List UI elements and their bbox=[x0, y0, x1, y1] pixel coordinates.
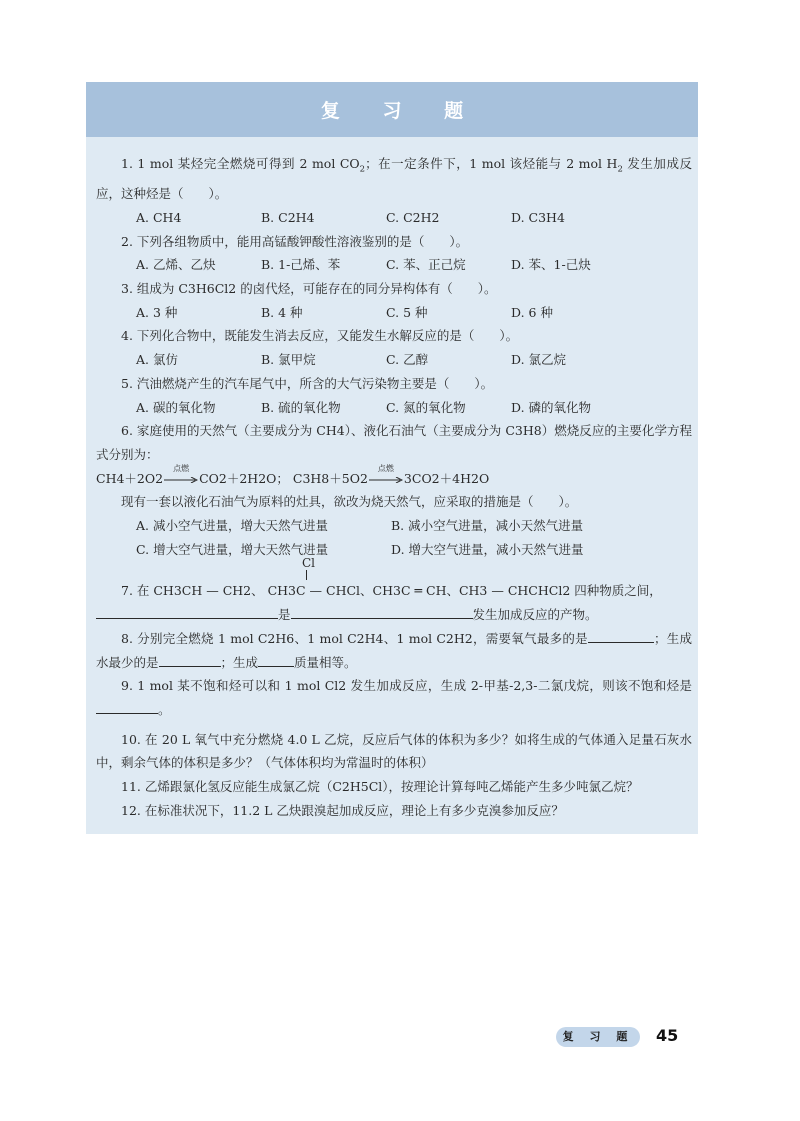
q4-options bbox=[96, 348, 692, 372]
question-7 bbox=[96, 556, 692, 626]
q8-text-c: ；生成 bbox=[220, 654, 259, 670]
q9-text: 9. 1 mol 某不饱和烃可以和 1 mol Cl2 发生加成反应，生成 2-甲基-2,3-二氯戊烷，则该不饱和烃是 bbox=[121, 678, 692, 694]
question-4: 4. 下列化合物中，既能发生消去反应，又能发生水解反应的是（ ）。 bbox=[121, 328, 519, 344]
q3-option-b: B. 4 种 bbox=[261, 304, 303, 320]
q6-option-d: D. 增大空气进量，减小天然气进量 bbox=[391, 541, 584, 557]
q1-options bbox=[96, 206, 692, 230]
q1-sub-b: 2 bbox=[617, 164, 623, 175]
q4-option-a: A. 氯仿 bbox=[136, 352, 178, 368]
q1-text-c: 发生加成反应，这种烃是（ ）。 bbox=[96, 156, 692, 202]
q8-blank-2 bbox=[159, 652, 221, 667]
q1-text-a: 1. 1 mol 某烃完全燃烧可得到 2 mol CO bbox=[121, 156, 360, 171]
eq1-reactants: CH4＋2O2 bbox=[96, 470, 164, 486]
q3-option-c: C. 5 种 bbox=[386, 304, 428, 320]
q2-option-d: D. 苯、1-己炔 bbox=[511, 257, 591, 273]
question-list bbox=[96, 152, 692, 822]
q2-option-a: A. 乙烯、乙炔 bbox=[136, 257, 216, 273]
q7-blank-2 bbox=[291, 604, 473, 619]
q6-equations bbox=[96, 464, 692, 491]
q5-options bbox=[96, 396, 692, 420]
page-number: 45 bbox=[656, 1026, 679, 1045]
eq1-products: CO2＋2H2O； bbox=[199, 470, 289, 486]
q1-option-b: B. C2H4 bbox=[261, 209, 315, 225]
q3-option-d: D. 6 种 bbox=[511, 304, 553, 320]
chlorine-branch bbox=[302, 556, 322, 580]
q8-text: 8. 分别完全燃烧 1 mol C2H6、1 mol C2H4、1 mol C2H2，需要氧气最多的是 bbox=[121, 630, 588, 646]
q8-blank-3 bbox=[258, 652, 294, 667]
arrow-condition-2: 点燃 bbox=[377, 464, 394, 474]
question-3: 3. 组成为 C3H6Cl2 的卤代烃，可能存在的同分异构体有（ ）。 bbox=[121, 281, 497, 297]
title-banner bbox=[86, 82, 698, 137]
q1-sub-a: 2 bbox=[359, 164, 366, 175]
q4-option-d: D. 氯乙烷 bbox=[511, 352, 567, 368]
q7-line2 bbox=[96, 603, 692, 627]
reaction-arrow-2 bbox=[369, 464, 403, 485]
q7-end: 发生加成反应的产物。 bbox=[472, 607, 598, 623]
q6-option-a: A. 减小空气进量，增大天然气进量 bbox=[136, 518, 328, 534]
page-title: 复 习 题 bbox=[320, 100, 482, 122]
question-6: 6. 家庭使用的天然气（主要成分为 CH4）、液化石油气（主要成分为 C3H8）燃烧反应的主要化学方程式分别为： bbox=[96, 423, 692, 462]
q6-options-row2 bbox=[96, 538, 692, 562]
question-5: 5. 汽油燃烧产生的汽车尾气中，所含的大气污染物主要是（ ）。 bbox=[121, 375, 494, 391]
q4-option-b: B. 氯甲烷 bbox=[261, 352, 316, 368]
q2-option-c: C. 苯、正己烷 bbox=[386, 257, 466, 273]
q6-question: 现有一套以液化石油气为原料的灶具，欲改为烧天然气，应采取的措施是（ ）。 bbox=[121, 494, 578, 510]
q6-option-b: B. 减小空气进量，减小天然气进量 bbox=[391, 518, 584, 534]
question-9 bbox=[96, 674, 692, 721]
chlorine-label: Cl bbox=[302, 556, 316, 571]
q1-option-a: A. CH4 bbox=[136, 209, 182, 225]
q5-option-d: D. 磷的氧化物 bbox=[511, 399, 592, 415]
q9-text-end: 。 bbox=[158, 701, 171, 717]
question-11: 11. 乙烯跟氯化氢反应能生成氯乙烷（C2H5Cl），按理论计算每吨乙烯能产生多少吨氯乙烷？ bbox=[121, 779, 639, 795]
q2-options bbox=[96, 253, 692, 277]
q3-options bbox=[96, 301, 692, 325]
q8-text-d: 质量相等。 bbox=[294, 654, 357, 670]
q5-option-b: B. 硫的氧化物 bbox=[261, 399, 341, 415]
q8-blank-1 bbox=[588, 628, 654, 643]
q5-option-c: C. 氮的氧化物 bbox=[386, 399, 466, 415]
q5-option-a: A. 碳的氧化物 bbox=[136, 399, 216, 415]
q6-options-row1 bbox=[96, 514, 692, 538]
eq2-reactants: C3H8＋5O2 bbox=[292, 470, 368, 486]
question-12: 12. 在标准状况下，11.2 L 乙炔跟溴起加成反应，理论上有多少克溴参加反应？ bbox=[121, 802, 564, 818]
question-1 bbox=[96, 152, 692, 206]
q4-option-c: C. 乙醇 bbox=[386, 352, 429, 368]
q1-option-c: C. C2H2 bbox=[386, 209, 440, 225]
q6-option-c: C. 增大空气进量，增大天然气进量 bbox=[136, 541, 329, 557]
arrow-condition-1: 点燃 bbox=[173, 464, 190, 474]
question-10: 10. 在 20 L 氧气中充分燃烧 4.0 L 乙烷，反应后气体的体积为多少？如将生成的气体通入足量石灰水中，剩余气体的体积是多少？（气体体积均为常温时的体积） bbox=[96, 731, 692, 771]
q9-blank bbox=[96, 699, 158, 714]
q1-option-d: D. C3H4 bbox=[511, 209, 565, 225]
q8-text-b: ；生成水最少的是 bbox=[96, 630, 692, 670]
branch-bond bbox=[306, 570, 307, 580]
q7-text: 7. 在 CH3CH — CH2、 CH3C — CHCl、CH3C ═ CH、CH3 — CHCHCl2 四种物质之间， bbox=[121, 583, 662, 599]
question-8 bbox=[96, 627, 692, 674]
q7-blank-1 bbox=[96, 604, 278, 619]
eq2-products: 3CO2＋4H2O bbox=[403, 470, 490, 486]
reaction-arrow-1 bbox=[164, 464, 198, 485]
q2-option-b: B. 1-己烯、苯 bbox=[261, 257, 341, 273]
q7-mid: 是 bbox=[278, 607, 291, 623]
q1-text-b: ；在一定条件下，1 mol 该烃能与 2 mol H bbox=[365, 156, 618, 171]
section-tag: 复 习 题 bbox=[556, 1027, 640, 1047]
question-2: 2. 下列各组物质中，能用高锰酸钾酸性溶液鉴别的是（ ）。 bbox=[121, 233, 469, 249]
q3-option-a: A. 3 种 bbox=[136, 304, 178, 320]
